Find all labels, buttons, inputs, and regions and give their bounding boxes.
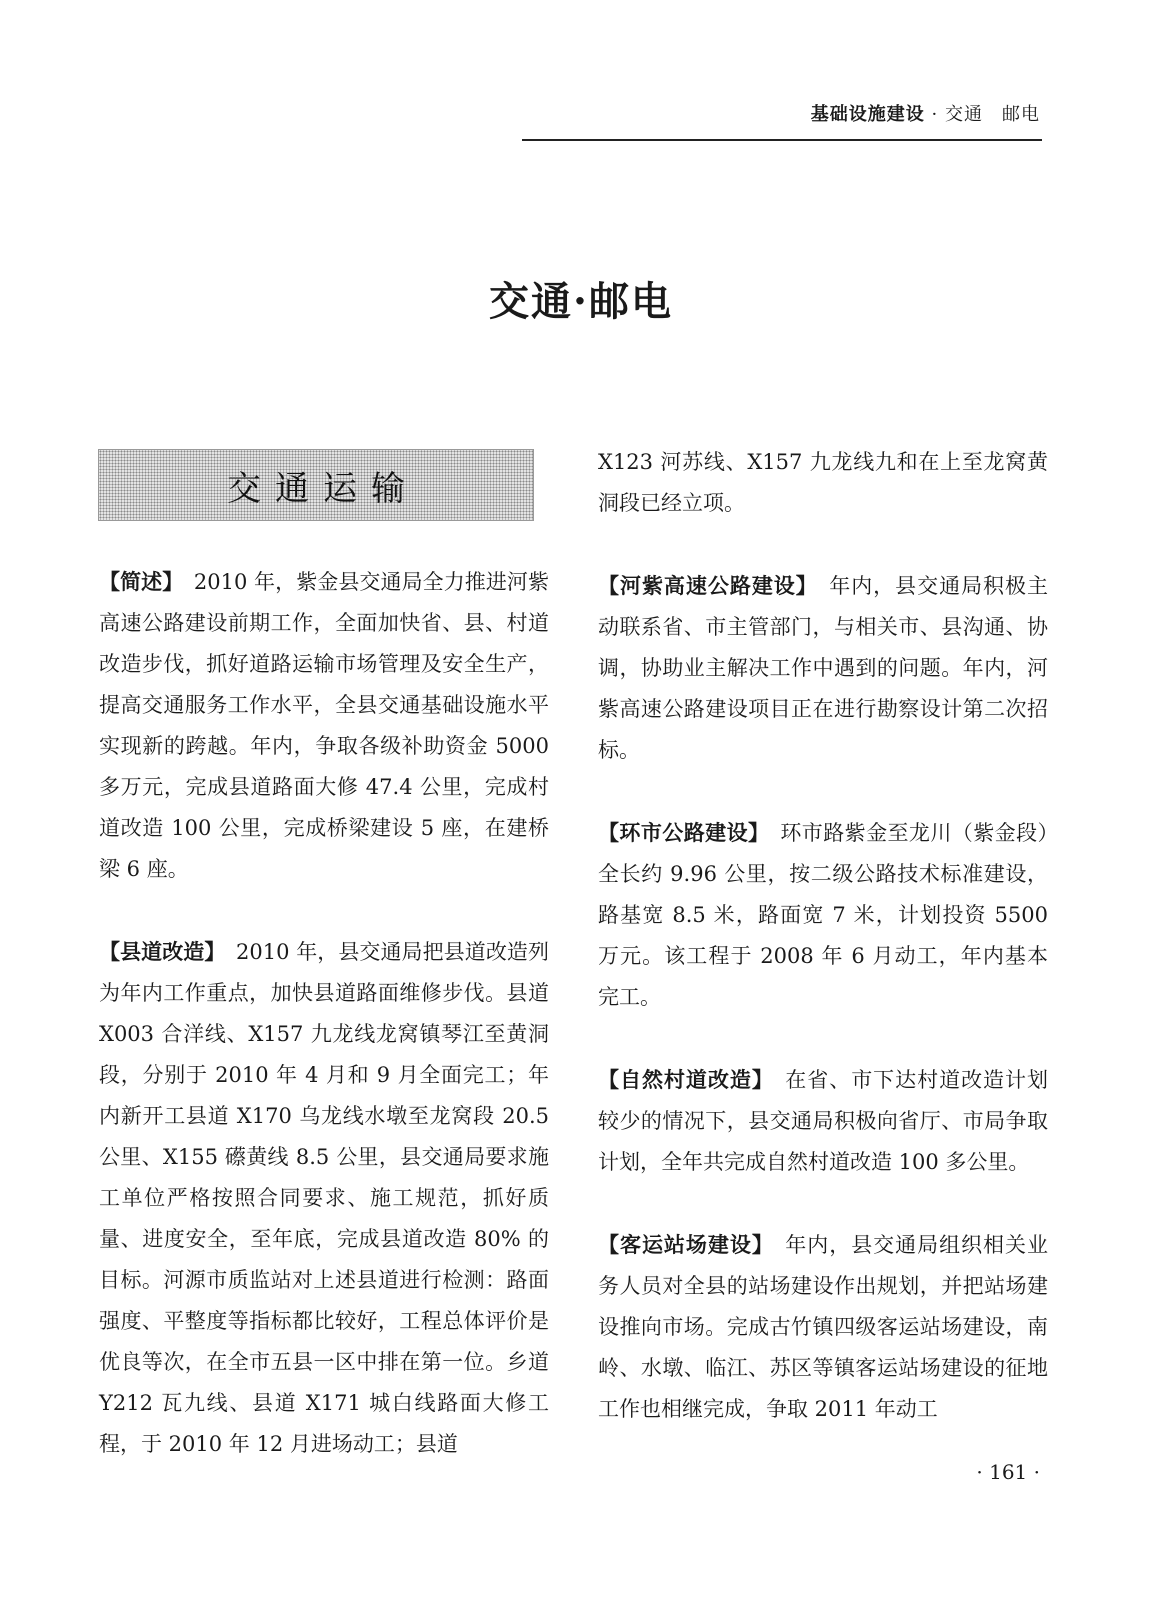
- header-section: 基础设施建设: [810, 104, 925, 125]
- paragraph-expressway: [598, 565, 1048, 771]
- paragraph-village-road: [598, 1059, 1048, 1183]
- header-rule: [522, 139, 1042, 141]
- paragraph-text: 环市路紫金至龙川（紫金段）全长约 9.96 公里，按二级公路技术标准建设，路基宽 8.5 米，路面宽 7 米，计划投资 5500 万元。该工程于 2008 年 6 月动工，年内基本完工。: [598, 821, 1049, 1009]
- paragraph-bus-station: [598, 1224, 1048, 1430]
- paragraph-tag: 【简述】: [99, 569, 173, 594]
- paragraph-overview: [99, 561, 549, 890]
- paragraph-continued: [598, 441, 1048, 524]
- section-heading-box: [98, 449, 534, 521]
- paragraph-text: 在省、市下达村道改造计划较少的情况下，县交通局积极向省厅、市局争取计划，全年共完成自然村道改造 100 多公里。: [598, 1068, 1049, 1174]
- right-column: [598, 441, 1048, 1430]
- paragraph-tag: 【环市公路建设】: [598, 820, 759, 845]
- paragraph-ring-road: [598, 812, 1048, 1018]
- paragraph-county-road: [99, 931, 549, 1465]
- paragraph-text: 年内，县交通局组织相关业务人员对全县的站场建设作出规划，并把站场建设推向市场。完成古竹镇四级客运站场建设，南岭、水墩、临江、苏区等镇客运站场建设的征地工作也相继完成，争取 2011 年动工: [598, 1233, 1049, 1421]
- left-column: [99, 561, 549, 1465]
- paragraph-text: 年内，县交通局积极主动联系省、市主管部门，与相关市、县沟通、协调，协助业主解决工作中遇到的问题。年内，河紫高速公路建设项目正在进行勘察设计第二次招标。: [598, 574, 1048, 762]
- header-subsection: 交通 邮电: [945, 104, 1040, 125]
- section-heading: 交通运输: [227, 468, 419, 509]
- paragraph-tag: 【自然村道改造】: [598, 1067, 764, 1092]
- paragraph-tag: 【客运站场建设】: [598, 1232, 764, 1257]
- paragraph-text: X123 河苏线、X157 九龙线九和在上至龙窝黄洞段已经立项。: [598, 450, 1048, 515]
- paragraph-text: 2010 年，县交通局把县道改造列为年内工作重点，加快县道路面维修步伐。县道 X003 合洋线、X157 九龙线龙窝镇琴江至黄洞段，分别于 2010 年 4 月和 9 月全面完工；年内新开工县道 X170 乌龙线水墩至龙窝段 20.5 公里、X155 礤黄线 8.5 公里，县交通局要求施工单位严格按照合同要求、施工规范，抓好质量、进度安全，至年底，完成县道改造 80% 的目标。河源市质监站对上述县道进行检测：路面强度、平整度等指标都比较好，工程总体评价是优良等次，在全市五县一区中排在第一位。乡道 Y212 瓦九线、县道 X171 城白线路面大修工程，于 2010 年 12 月进场动工；县道: [99, 940, 549, 1456]
- paragraph-tag: 【河紫高速公路建设】: [598, 573, 808, 598]
- page-number: · 161 ·: [976, 1460, 1040, 1484]
- paragraph-tag: 【县道改造】: [99, 939, 215, 964]
- paragraph-text: 2010 年，紫金县交通局全力推进河紫高速公路建设前期工作，全面加快省、县、村道改造步伐，抓好道路运输市场管理及安全生产，提高交通服务工作水平，全县交通基础设施水平实现新的跨越。年内，争取各级补助资金 5000 多万元，完成县道路面大修 47.4 公里，完成村道改造 100 公里，完成桥梁建设 5 座，在建桥梁 6 座。: [99, 570, 549, 881]
- page-title: 交通·邮电: [489, 278, 673, 325]
- running-header: [520, 100, 1040, 126]
- header-dot: ·: [931, 104, 939, 125]
